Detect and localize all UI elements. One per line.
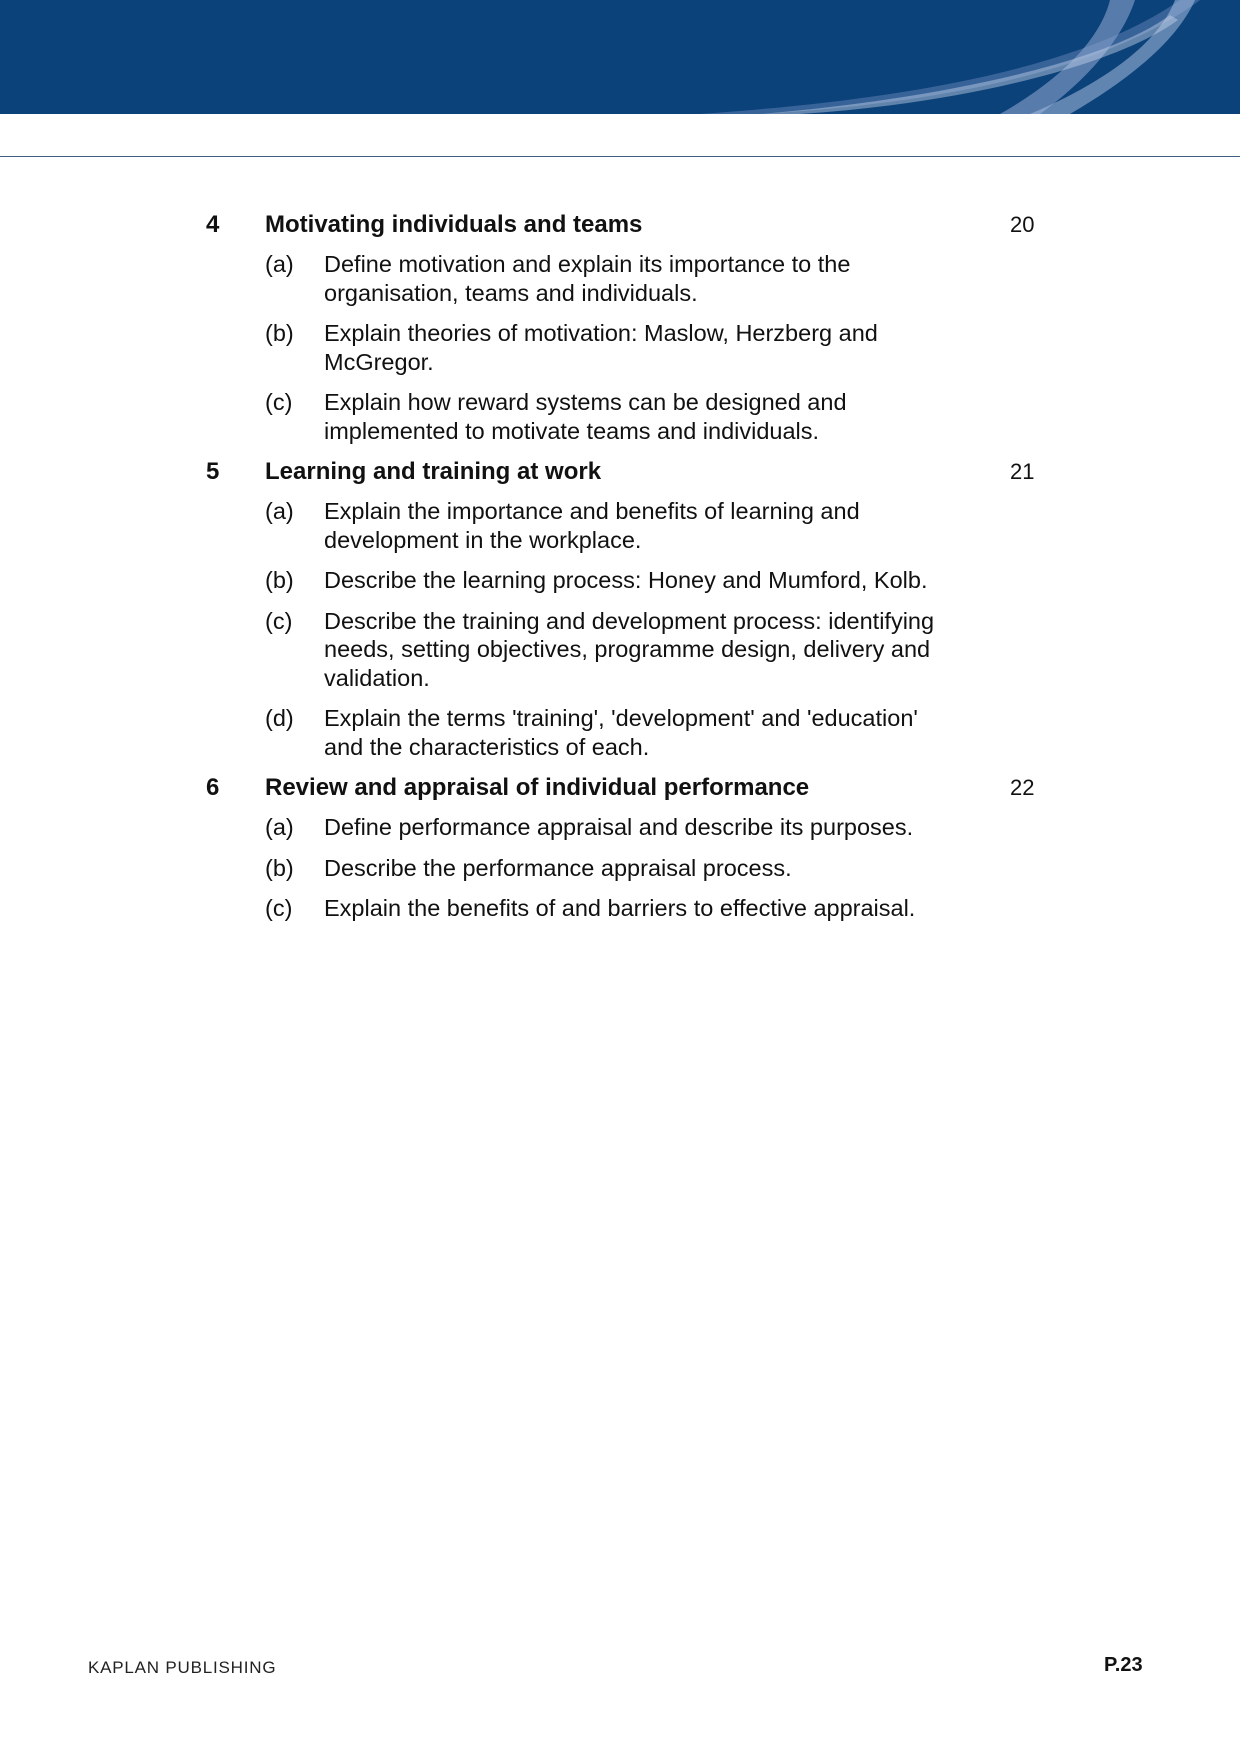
syllabus-content bbox=[206, 210, 1046, 935]
learning-outcome-item bbox=[206, 607, 1046, 693]
outcome-text: Explain the importance and benefits of learning and development in the workplace. bbox=[324, 498, 860, 553]
outcome-letter: (b) bbox=[265, 854, 294, 881]
section-page-reference: 22 bbox=[1010, 775, 1035, 800]
learning-outcome-item bbox=[206, 388, 1046, 445]
header-swoosh-graphic bbox=[0, 0, 1240, 114]
learning-outcome-item bbox=[206, 894, 1046, 923]
outcome-text: Describe the learning process: Honey and Mumford, Kolb. bbox=[324, 567, 928, 593]
learning-outcome-item bbox=[206, 854, 1046, 883]
syllabus-section bbox=[206, 773, 1046, 923]
outcome-text: Describe the training and development process: identifying needs, setting objectives, programme design, delivery and validation. bbox=[324, 607, 935, 691]
outcome-text: Explain theories of motivation: Maslow, Herzberg and McGregor. bbox=[324, 320, 878, 375]
outcome-letter: (b) bbox=[265, 567, 294, 593]
outcome-letter: (a) bbox=[265, 251, 294, 277]
learning-outcome-item bbox=[206, 497, 1046, 554]
learning-outcome-item bbox=[206, 566, 1046, 595]
header-banner bbox=[0, 0, 1240, 114]
outcome-text: Define performance appraisal and describe its purposes. bbox=[324, 814, 914, 840]
section-number: 4 bbox=[206, 211, 220, 238]
learning-outcome-item bbox=[206, 813, 1046, 842]
outcome-letter: (a) bbox=[265, 814, 294, 840]
footer-page-number: P.23 bbox=[1104, 1654, 1143, 1676]
section-heading bbox=[206, 773, 1046, 803]
section-heading bbox=[206, 210, 1046, 240]
outcome-letter: (c) bbox=[265, 389, 293, 415]
learning-outcome-item bbox=[206, 704, 1046, 761]
footer-publisher: KAPLAN PUBLISHING bbox=[88, 1658, 277, 1677]
outcome-letter: (a) bbox=[265, 498, 294, 524]
outcome-letter: (b) bbox=[265, 320, 294, 346]
syllabus-section bbox=[206, 210, 1046, 445]
syllabus-section bbox=[206, 457, 1046, 761]
outcome-text: Define motivation and explain its importance to the organisation, teams and individuals. bbox=[324, 251, 851, 306]
learning-outcome-item bbox=[206, 250, 1046, 307]
section-title: Learning and training at work bbox=[265, 458, 602, 485]
section-number: 5 bbox=[206, 458, 220, 485]
section-title: Motivating individuals and teams bbox=[265, 211, 643, 238]
header-divider bbox=[0, 156, 1240, 157]
outcome-text: Explain how reward systems can be designed and implemented to motivate teams and individuals. bbox=[324, 389, 847, 444]
outcome-letter: (c) bbox=[265, 895, 293, 921]
learning-outcome-item bbox=[206, 319, 1046, 376]
outcome-text: Explain the benefits of and barriers to effective appraisal. bbox=[324, 895, 916, 921]
section-page-reference: 20 bbox=[1010, 212, 1035, 237]
outcome-letter: (c) bbox=[265, 607, 293, 634]
outcome-letter: (d) bbox=[265, 705, 294, 731]
section-title: Review and appraisal of individual performance bbox=[265, 774, 810, 801]
section-number: 6 bbox=[206, 774, 220, 801]
outcome-text: Explain the terms 'training', 'development' and 'education' and the characteristics of each. bbox=[324, 705, 918, 760]
section-heading bbox=[206, 457, 1046, 487]
section-page-reference: 21 bbox=[1010, 459, 1035, 484]
outcome-text: Describe the performance appraisal process. bbox=[324, 854, 792, 881]
